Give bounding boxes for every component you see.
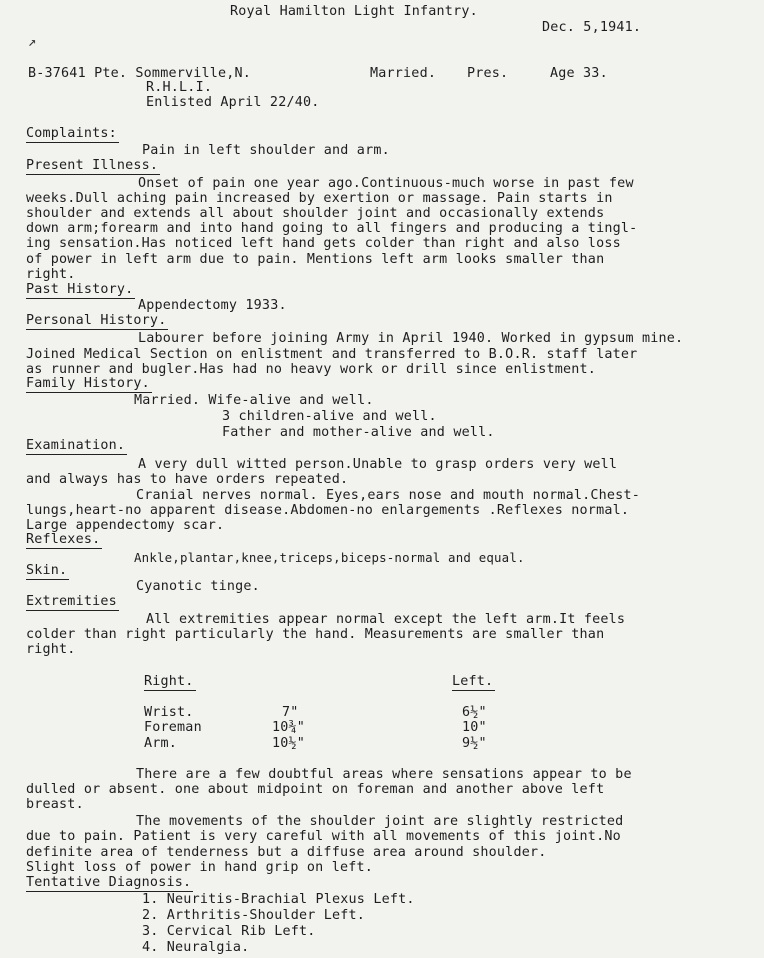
patient-enlisted: Enlisted April 22/40.	[146, 95, 320, 110]
pen-mark: ↗	[28, 34, 37, 50]
measurement-right-value: 7"	[282, 705, 299, 720]
patient-unit: R.H.L.I.	[146, 80, 213, 95]
measurements-right-heading: Right.	[144, 674, 194, 689]
present-illness-line: weeks.Dull aching pain increased by exertion or massage. Pain starts in	[26, 191, 613, 206]
skin-heading: Skin.	[26, 563, 68, 578]
reflexes-heading: Reflexes.	[26, 532, 101, 547]
extremities-line: All extremities appear normal except the left arm.It feels	[146, 612, 626, 627]
examination-line: Cranial nerves normal. Eyes,ears nose and mouth normal.Chest-	[136, 488, 640, 503]
patient-id-name: B-37641 Pte. Sommerville,N.	[28, 66, 252, 81]
personal-history-heading: Personal History.	[26, 313, 167, 328]
measurement-label: Arm.	[144, 736, 178, 751]
sensation-line: dulled or absent. one about midpoint on foreman and another above left	[26, 782, 605, 797]
movements-line: definite area of tenderness but a diffuse area around shoulder.	[26, 845, 547, 860]
movements-line: Slight loss of power in hand grip on left.	[26, 860, 373, 875]
examination-line: Large appendectomy scar.	[26, 518, 225, 533]
present-illness-line: Onset of pain one year ago.Continuous-much worse in past few	[138, 176, 634, 191]
personal-history-line: as runner and bugler.Has had no heavy work or drill since enlistment.	[26, 362, 597, 377]
complaints-line: Pain in left shoulder and arm.	[142, 143, 390, 158]
examination-line: and always has to have orders repeated.	[26, 472, 349, 487]
movements-line: The movements of the shoulder joint are slightly restricted	[136, 814, 624, 829]
present-illness-line: shoulder and extends all about shoulder joint and occasionally extends	[26, 206, 605, 221]
measurement-label: Foreman	[144, 720, 202, 735]
present-illness-line: of power in left arm due to pain. Mentions left arm looks smaller than	[26, 252, 605, 267]
personal-history-line: Labourer before joining Army in April 1940. Worked in gypsum mine.	[138, 331, 684, 346]
measurement-left-value: 10"	[462, 720, 487, 735]
past-history-heading: Past History.	[26, 282, 134, 297]
examination-line: lungs,heart-no apparent disease.Abdomen-no enlargements .Reflexes normal.	[26, 503, 630, 518]
patient-marital-status: Married.	[370, 66, 437, 81]
measurements-left-heading: Left.	[452, 674, 494, 689]
family-history-line: 3 children-alive and well.	[222, 409, 437, 424]
patient-age: Age 33.	[550, 66, 608, 81]
diagnosis-item: 3. Cervical Rib Left.	[142, 924, 316, 939]
present-illness-heading: Present Illness.	[26, 158, 159, 173]
past-history-line: Appendectomy 1933.	[138, 298, 287, 313]
present-illness-line: right.	[26, 267, 76, 282]
extremities-line: right.	[26, 642, 76, 657]
sensation-line: There are a few doubtful areas where sensations appear to be	[136, 767, 632, 782]
present-illness-line: ing sensation.Has noticed left hand gets colder than right and also loss	[26, 236, 621, 251]
measurement-right-value: 10¾"	[272, 720, 306, 735]
extremities-heading: Extremities	[26, 594, 117, 609]
document-title: Royal Hamilton Light Infantry.	[230, 4, 478, 19]
measurement-left-value: 9½"	[462, 736, 487, 751]
patient-pres: Pres.	[467, 66, 509, 81]
family-history-line: Married. Wife-alive and well.	[134, 393, 374, 408]
family-history-line: Father and mother-alive and well.	[222, 425, 495, 440]
personal-history-line: Joined Medical Section on enlistment and transferred to B.O.R. staff later	[26, 347, 638, 362]
diagnosis-item: 1. Neuritis-Brachial Plexus Left.	[142, 892, 415, 907]
diagnosis-heading: Tentative Diagnosis.	[26, 875, 192, 890]
sensation-line: breast.	[26, 797, 84, 812]
extremities-line: colder than right particularly the hand. Measurements are smaller than	[26, 627, 605, 642]
present-illness-line: down arm;forearm and into hand going to all fingers and producing a tingl-	[26, 221, 638, 236]
examination-heading: Examination.	[26, 438, 126, 453]
diagnosis-item: 4. Neuralgia.	[142, 940, 250, 955]
family-history-heading: Family History.	[26, 376, 150, 391]
examination-line: A very dull witted person.Unable to grasp orders very well	[138, 457, 618, 472]
measurement-label: Wrist.	[144, 705, 194, 720]
document-date: Dec. 5,1941.	[542, 20, 642, 35]
measurement-left-value: 6½"	[462, 705, 487, 720]
diagnosis-item: 2. Arthritis-Shoulder Left.	[142, 908, 366, 923]
movements-line: due to pain. Patient is very careful with all movements of this joint.No	[26, 829, 621, 844]
skin-line: Cyanotic tinge.	[136, 579, 260, 594]
complaints-heading: Complaints:	[26, 126, 117, 141]
measurement-right-value: 10½"	[272, 736, 306, 751]
reflexes-line: Ankle,plantar,knee,triceps,biceps-normal and equal.	[134, 550, 525, 565]
